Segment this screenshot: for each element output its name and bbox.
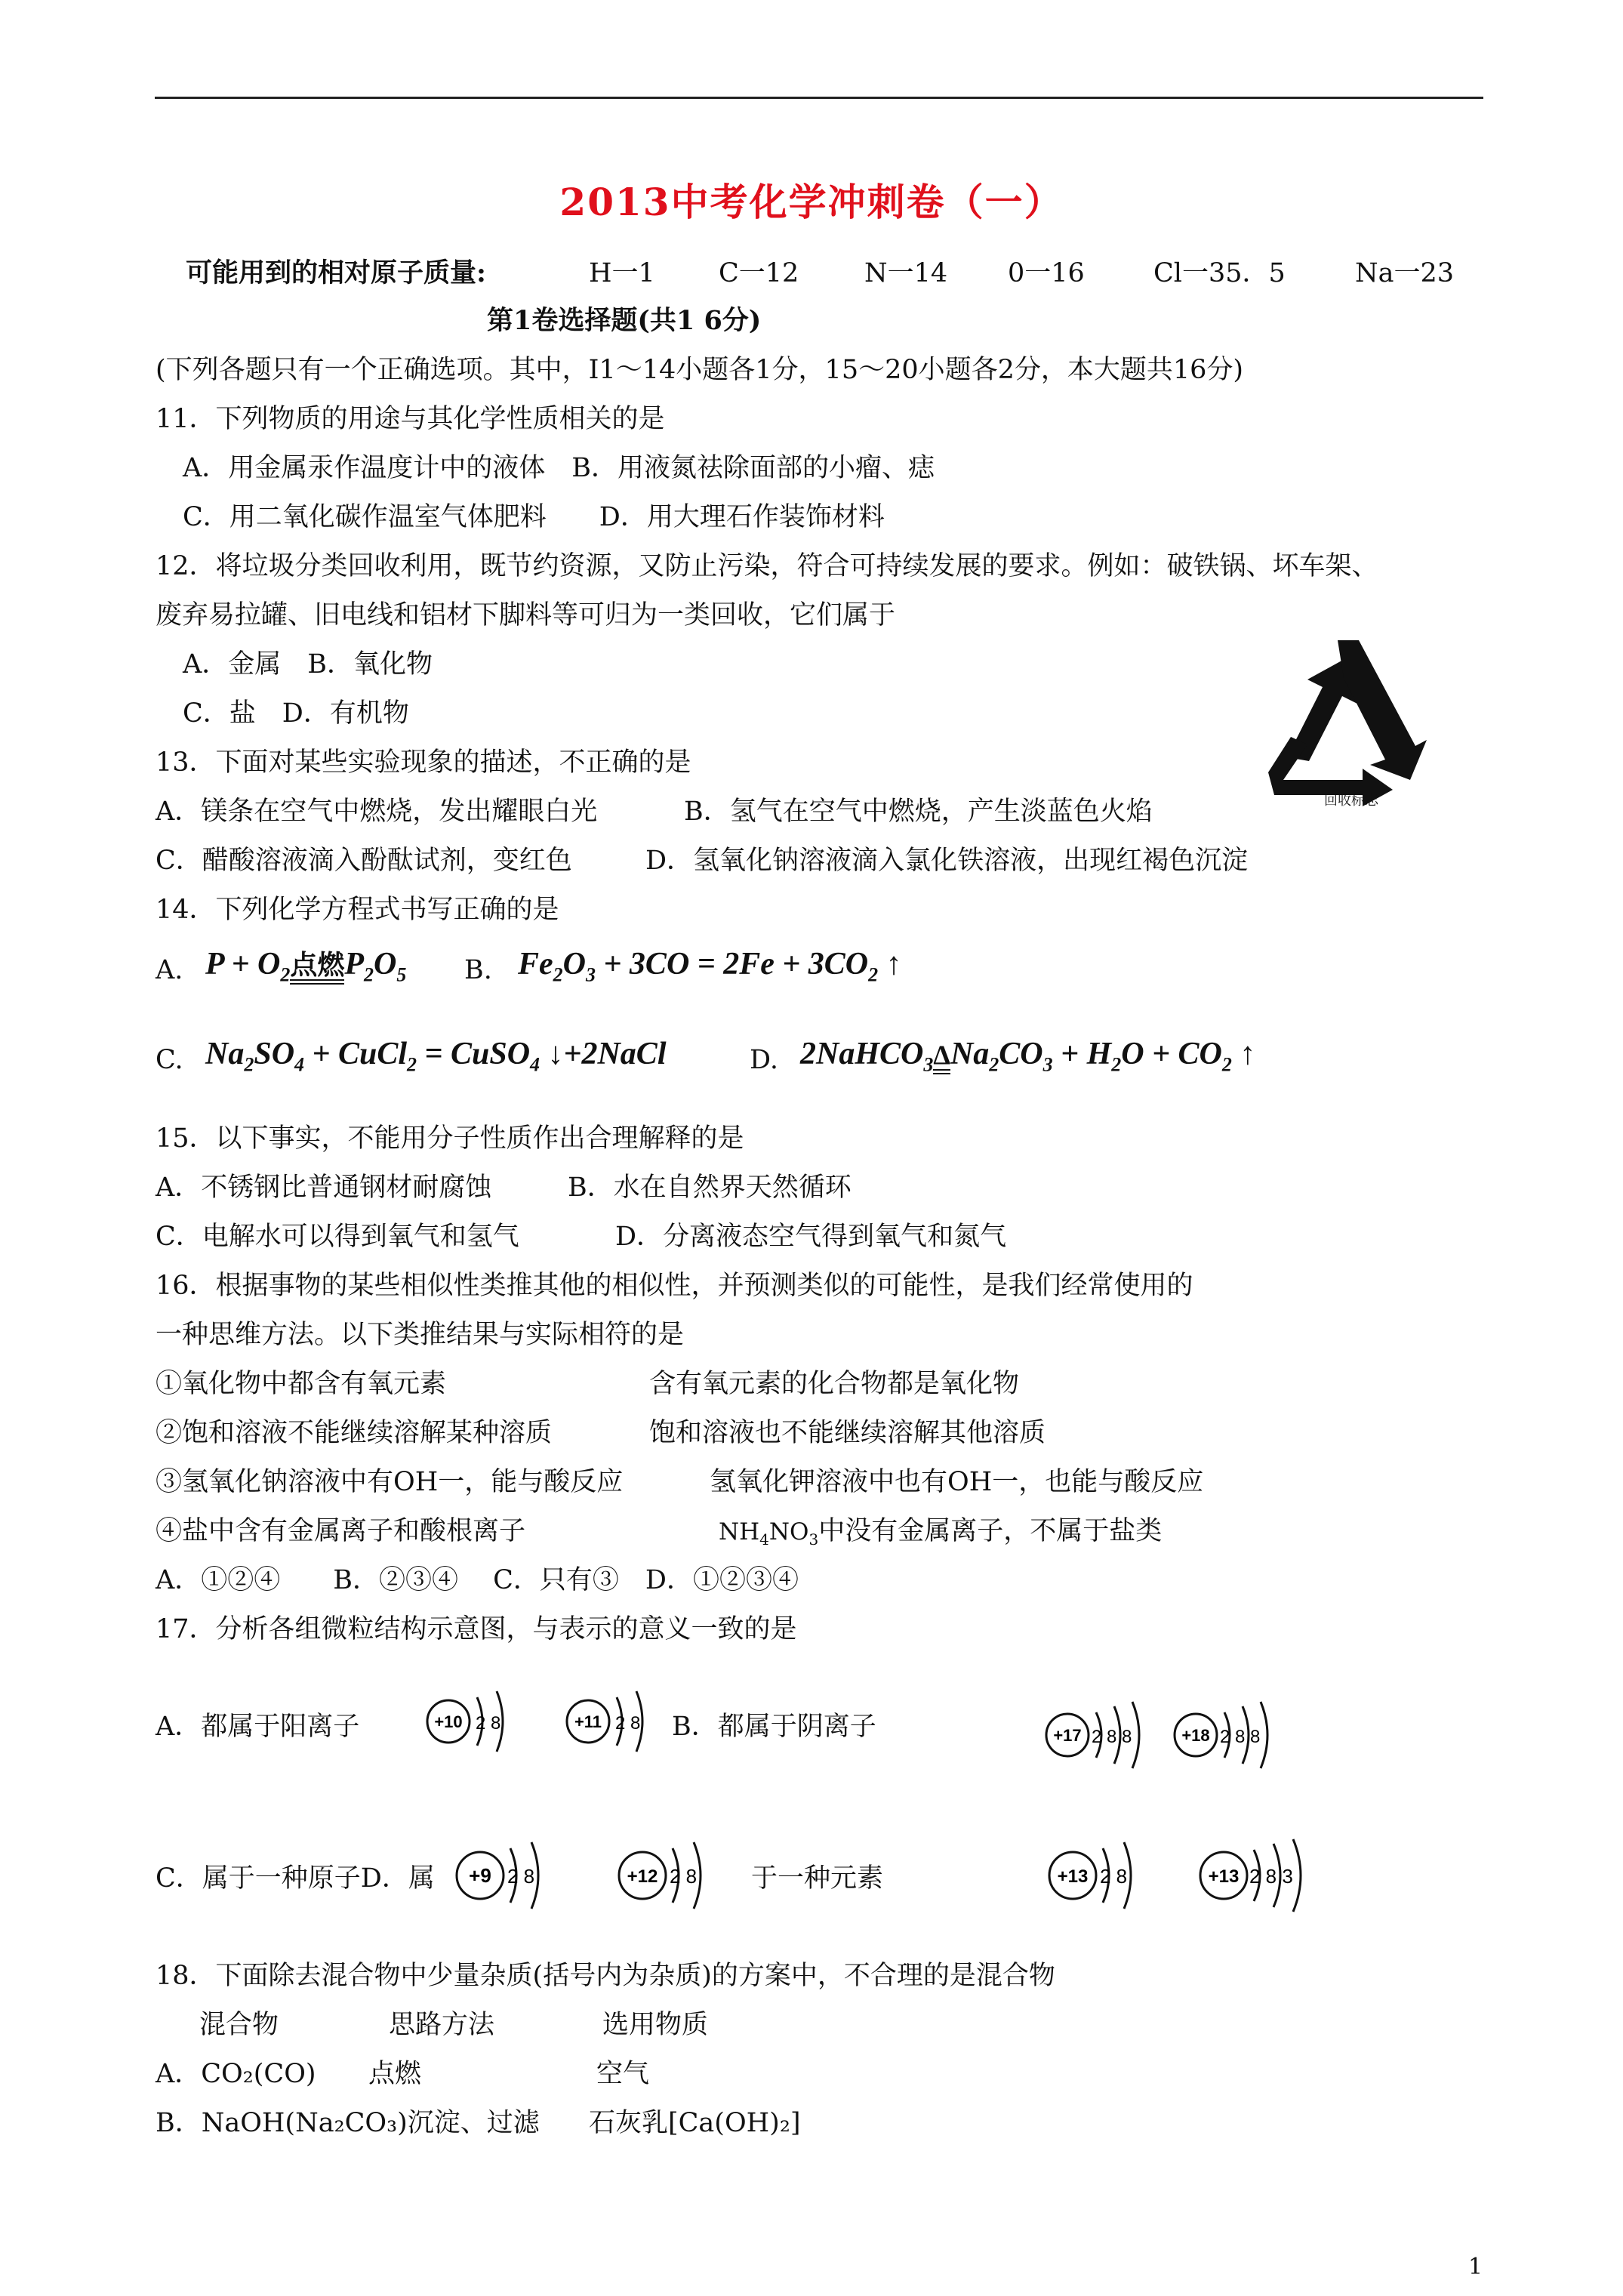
q15-option-c: C．电解水可以得到氧气和氢气	[156, 1222, 519, 1252]
atom-diagram	[1046, 1833, 1159, 1920]
q17-option-a: A．都属于阳离子	[156, 1712, 360, 1742]
atomic-mass-n: N一14	[864, 258, 948, 288]
q15-option-a: A．不锈钢比普通钢材耐腐蚀	[156, 1173, 492, 1203]
q16-stem-1: 16．根据事物的某些相似性类推其他的相似性，并预测类似的可能性，是我们经常使用的	[156, 1271, 1193, 1301]
q17-stem: 17．分析各组微粒结构示意图，与表示的意义一致的是	[156, 1614, 797, 1644]
q18-row-b-reagent: 石灰乳[Ca(OH)₂]	[589, 2108, 801, 2138]
q17-option-cd: C．属于一种原子D．属	[156, 1863, 435, 1894]
atom-diagram	[1042, 1696, 1163, 1779]
atom-nucleus: +18	[1181, 1726, 1210, 1745]
atom-shells: 2 8 8	[1220, 1727, 1261, 1747]
atom-diagram	[615, 1833, 728, 1920]
atom-diagram	[1196, 1833, 1325, 1920]
atomic-mass-na: Na一23	[1355, 258, 1455, 288]
page-title: 2013中考化学冲刺卷（一）	[559, 180, 1064, 224]
q15-option-b: B．水在自然界天然循环	[568, 1173, 852, 1203]
q13-option-c: C．醋酸溶液滴入酚酞试剂，变红色	[156, 846, 572, 876]
atomic-mass-o: 0一16	[1008, 258, 1085, 288]
recycle-caption: 回收标志	[1324, 793, 1378, 806]
q17-option-b: B．都属于阴离子	[672, 1712, 876, 1742]
q16-row1-premise: ①氧化物中都含有氧元素	[156, 1369, 447, 1399]
atom-nucleus: +13	[1208, 1866, 1240, 1887]
q13-option-a: A．镁条在空气中燃烧，发出耀眼白光	[156, 797, 598, 827]
q18-row-a-reagent: 空气	[596, 2059, 650, 2089]
q16-row2-premise: ②饱和溶液不能继续溶解某种溶质	[156, 1418, 553, 1448]
q14-label-c: C.	[156, 1045, 183, 1075]
instructions: (下列各题只有一个正确选项。其中，I1～14小题各1分，15～20小题各2分，本大题共16分)	[156, 355, 1244, 385]
q14-equation-c: $Na_2SO_4$ + CuCl$_2$ = CuSO$_4$ ↓+2NaCl	[205, 1037, 667, 1076]
q18-header-mixture: 混合物	[199, 2010, 279, 2040]
q16-row4-inference: $NH_4NO_3$中没有金属离子，不属于盐类	[719, 1516, 1163, 1549]
q14-label-d: D.	[750, 1045, 778, 1075]
q13-option-b: B．氢气在空气中燃烧，产生淡蓝色火焰	[684, 797, 1153, 827]
top-rule	[155, 97, 1483, 99]
q15-option-d: D．分离液态空气得到氧气和氮气	[615, 1222, 1007, 1252]
atom-shells: 2 8 8	[1092, 1727, 1132, 1747]
q12-stem-2: 废弃易拉罐、旧电线和铝材下脚料等可归为一类回收，它们属于	[156, 600, 896, 630]
atomic-mass-h: H一1	[589, 258, 655, 288]
q11-options-ab: A．用金属汞作温度计中的液体 B．用液氮祛除面部的小瘤、痣	[183, 453, 935, 483]
atom-shells: 2 8	[507, 1865, 535, 1888]
atomic-mass-c: C一12	[719, 258, 799, 288]
q11-options-cd: C．用二氧化碳作温室气体肥料 D．用大理石作装饰材料	[183, 502, 885, 532]
q14-stem: 14．下列化学方程式书写正确的是	[156, 895, 559, 925]
q18-row-a-mixture: A．CO₂(CO)	[156, 2059, 316, 2089]
q18-header-reagent: 选用物质	[602, 2010, 709, 2040]
q16-row3-premise: ③氢氧化钠溶液中有OH一，能与酸反应	[156, 1467, 624, 1497]
q17-option-d-tail: 于一种元素	[751, 1863, 884, 1894]
q18-header-method: 思路方法	[389, 2010, 495, 2040]
atomic-mass-label: 可能用到的相对原子质量:	[186, 257, 486, 288]
atom-nucleus: +9	[469, 1864, 491, 1887]
q11-stem: 11．下列物质的用途与其化学性质相关的是	[156, 404, 665, 434]
q16-options: A．①②④ B．②③④ C．只有③ D．①②③④	[156, 1565, 799, 1595]
q14-equation-b: $Fe_2O_3 + 3CO = 2Fe + 3CO_2$ ↑	[518, 947, 902, 986]
q12-stem-1: 12．将垃圾分类回收利用，既节约资源，又防止污染，符合可持续发展的要求。例如：破铁锅、坏车架、	[156, 551, 1378, 581]
atom-shells: 2 8 3	[1249, 1865, 1293, 1888]
q14-condition-a: 点燃	[290, 948, 344, 982]
atom-shells: 2 8	[476, 1713, 501, 1734]
atom-diagram	[562, 1682, 668, 1765]
atom-nucleus: +11	[574, 1712, 602, 1731]
q14-equation-a: $P + O_2$点燃 $P_2O_5$	[205, 947, 407, 986]
atom-nucleus: +10	[434, 1712, 463, 1731]
atom-nucleus: +12	[627, 1866, 658, 1887]
section-title: 第1卷选择题(共1 6分)	[487, 305, 762, 336]
atom-diagram	[1170, 1696, 1291, 1779]
q16-row1-inference: 含有氧元素的化合物都是氧化物	[649, 1369, 1020, 1399]
recycle-icon	[1238, 625, 1434, 806]
q14-label-a: A.	[156, 955, 183, 985]
q12-options-cd: C．盐 D．有机物	[183, 698, 409, 729]
q13-stem: 13．下面对某些实验现象的描述，不正确的是	[156, 747, 691, 778]
atom-diagram	[423, 1682, 528, 1765]
atom-shells: 2 8	[670, 1865, 698, 1888]
q15-stem: 15．以下事实，不能用分子性质作出合理解释的是	[156, 1123, 744, 1154]
atom-nucleus: +17	[1053, 1726, 1082, 1745]
q12-options-ab: A．金属 B．氧化物	[183, 649, 433, 680]
q13-option-d: D．氢氧化钠溶液滴入氯化铁溶液，出现红褐色沉淀	[645, 846, 1249, 876]
page-number: 1	[1468, 2254, 1483, 2280]
atom-shells: 2 8	[615, 1713, 641, 1734]
atomic-mass-cl: Cl一35．5	[1153, 258, 1286, 288]
atom-diagram	[453, 1833, 566, 1920]
q14-equation-d: 2NaHCO$_3$Δ $Na_2CO_3 + H_2O + CO_2$ ↑	[800, 1037, 1256, 1076]
q16-row3-inference: 氢氧化钾溶液中也有OH一，也能与酸反应	[710, 1467, 1204, 1497]
q14-condition-d: Δ	[933, 1038, 950, 1071]
q14-label-b: B.	[464, 955, 492, 985]
q16-row4-premise: ④盐中含有金属离子和酸根离子	[156, 1516, 526, 1546]
q16-stem-2: 一种思维方法。以下类推结果与实际相符的是	[156, 1320, 685, 1350]
atom-shells: 2 8	[1100, 1865, 1128, 1888]
q18-row-b-mixture-method: B．NaOH(Na₂CO₃)沉淀、过滤	[156, 2108, 540, 2138]
q16-row2-inference: 饱和溶液也不能继续溶解其他溶质	[649, 1418, 1046, 1448]
atom-nucleus: +13	[1057, 1866, 1089, 1887]
q18-stem: 18．下面除去混合物中少量杂质(括号内为杂质)的方案中，不合理的是混合物	[156, 1961, 1055, 1991]
q18-row-a-method: 点燃	[368, 2059, 422, 2089]
